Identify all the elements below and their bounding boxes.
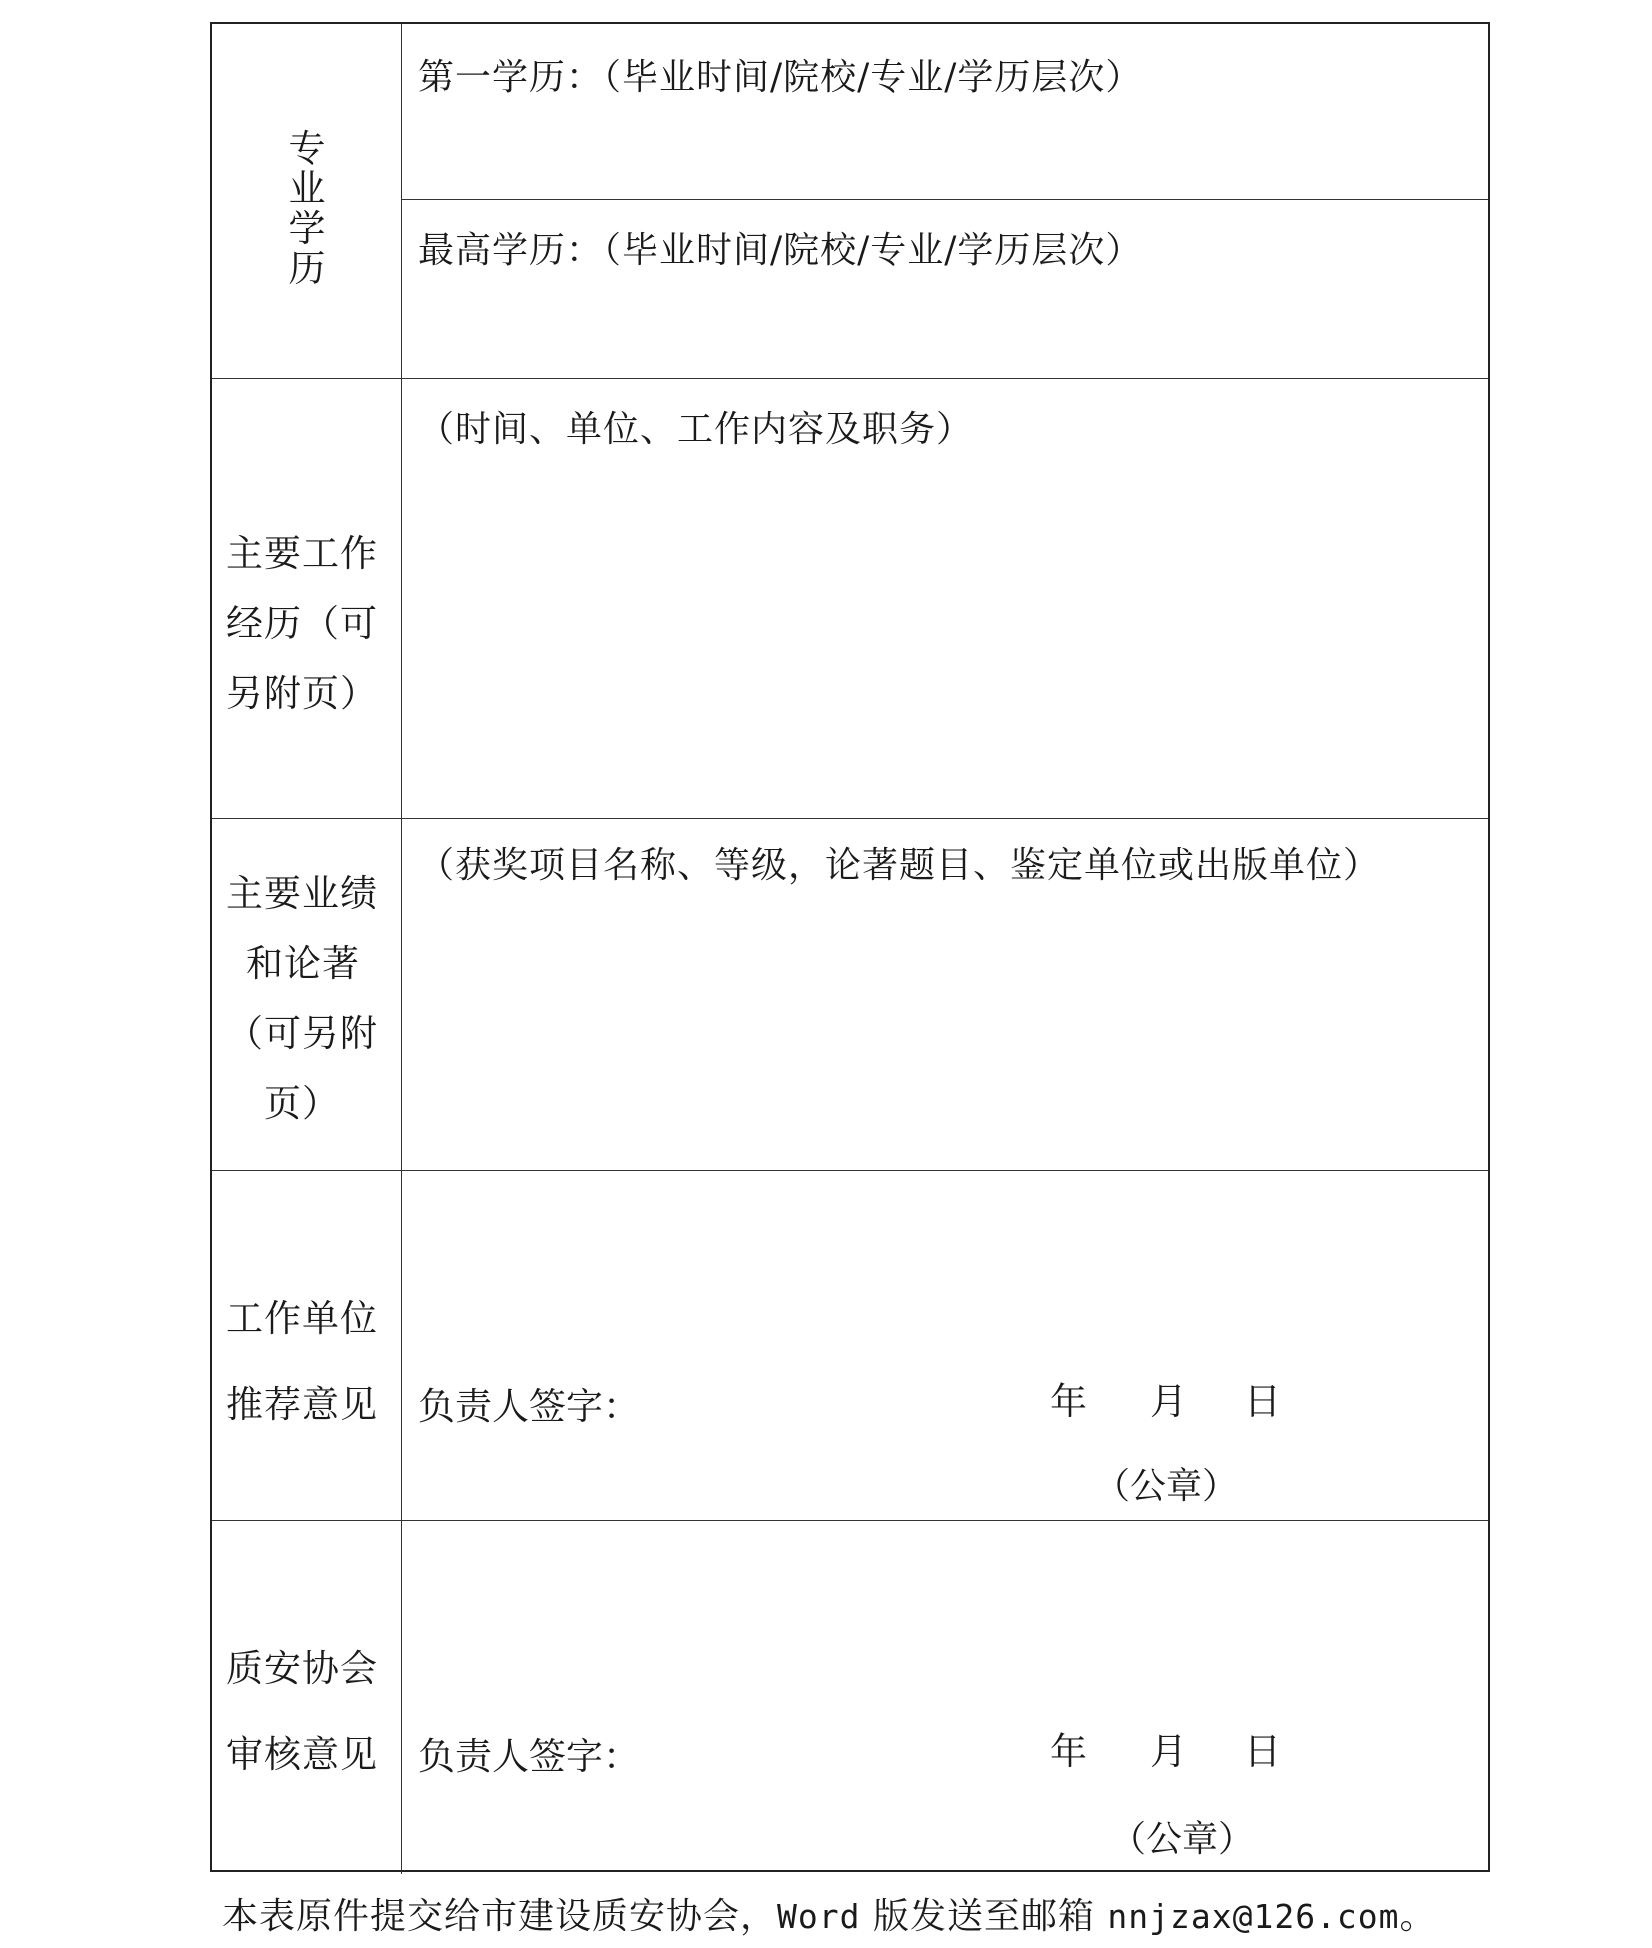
submission-note-text: 本表原件提交给市建设质安协会，: [222, 1896, 778, 1937]
submission-note: [222, 1888, 1437, 1939]
education-row: [212, 24, 1488, 379]
association-date-month: 月: [1150, 1730, 1187, 1773]
first-degree-field[interactable]: [402, 24, 1488, 200]
submission-note-word: Word: [777, 1897, 861, 1936]
association-date-day: 日: [1244, 1730, 1281, 1773]
submission-note-text: 版发送至邮箱: [860, 1896, 1108, 1937]
association-review-row: [212, 1521, 1488, 1874]
association-review-label-cell: [212, 1521, 402, 1874]
achievements-row: [212, 819, 1488, 1171]
education-label-char: 专: [288, 127, 326, 170]
achievements-label: [226, 859, 391, 1139]
achievements-field[interactable]: [402, 819, 1488, 1170]
association-review-label: [226, 1626, 391, 1798]
work-experience-label: [226, 519, 391, 729]
employer-date-month: 月: [1150, 1380, 1187, 1423]
education-label-char: 业: [288, 167, 326, 210]
employer-recommendation-label-cell: [212, 1171, 402, 1520]
employer-recommendation-label: [226, 1276, 391, 1448]
employer-signature-label: 负责人签字：: [418, 1385, 640, 1428]
association-date-year: 年: [1050, 1730, 1087, 1773]
work-experience-label-line: 另附页）: [226, 672, 378, 715]
submission-note-text: 。: [1399, 1896, 1437, 1937]
work-experience-row: [212, 379, 1488, 819]
highest-degree-hint: 最高学历：（毕业时间/院校/专业/学历层次）: [418, 230, 1143, 271]
first-degree-hint: 第一学历：（毕业时间/院校/专业/学历层次）: [418, 57, 1143, 98]
education-content-cell: [402, 24, 1488, 378]
employer-recommendation-label-line: 推荐意见: [226, 1383, 378, 1426]
employer-recommendation-field[interactable]: [402, 1171, 1488, 1520]
work-experience-field[interactable]: [402, 379, 1488, 818]
highest-degree-field[interactable]: [402, 200, 1488, 379]
work-experience-hint: （时间、单位、工作内容及职务）: [418, 409, 974, 450]
achievements-label-cell: [212, 819, 402, 1170]
association-signature-label: 负责人签字：: [418, 1735, 640, 1778]
education-label-cell: [212, 24, 402, 378]
submission-email-link[interactable]: nnjzax@126.com: [1107, 1897, 1400, 1936]
achievements-label-line: 和论著: [246, 942, 360, 985]
education-label-char: 学: [288, 207, 326, 250]
work-experience-label-line: 主要工作: [226, 532, 378, 575]
association-review-label-line: 质安协会: [226, 1647, 378, 1690]
association-review-label-line: 审核意见: [226, 1733, 378, 1776]
achievements-label-line: （可另附: [226, 1012, 378, 1055]
employer-date-day: 日: [1244, 1380, 1281, 1423]
education-label-char: 历: [288, 247, 326, 290]
association-review-field[interactable]: [402, 1521, 1488, 1874]
employer-recommendation-label-line: 工作单位: [226, 1297, 378, 1340]
achievements-hint: （获奖项目名称、等级，论著题目、鉴定单位或出版单位）: [418, 845, 1381, 886]
achievements-label-line: 页）: [264, 1082, 340, 1125]
employer-date-year: 年: [1050, 1380, 1087, 1423]
employer-recommendation-row: [212, 1171, 1488, 1521]
association-seal-label: （公章）: [1110, 1819, 1255, 1860]
work-experience-label-cell: [212, 379, 402, 818]
achievements-label-line: 主要业绩: [226, 872, 378, 915]
employer-seal-label: （公章）: [1094, 1466, 1239, 1507]
work-experience-label-line: 经历（可: [226, 602, 378, 645]
application-form-table: [210, 22, 1490, 1872]
